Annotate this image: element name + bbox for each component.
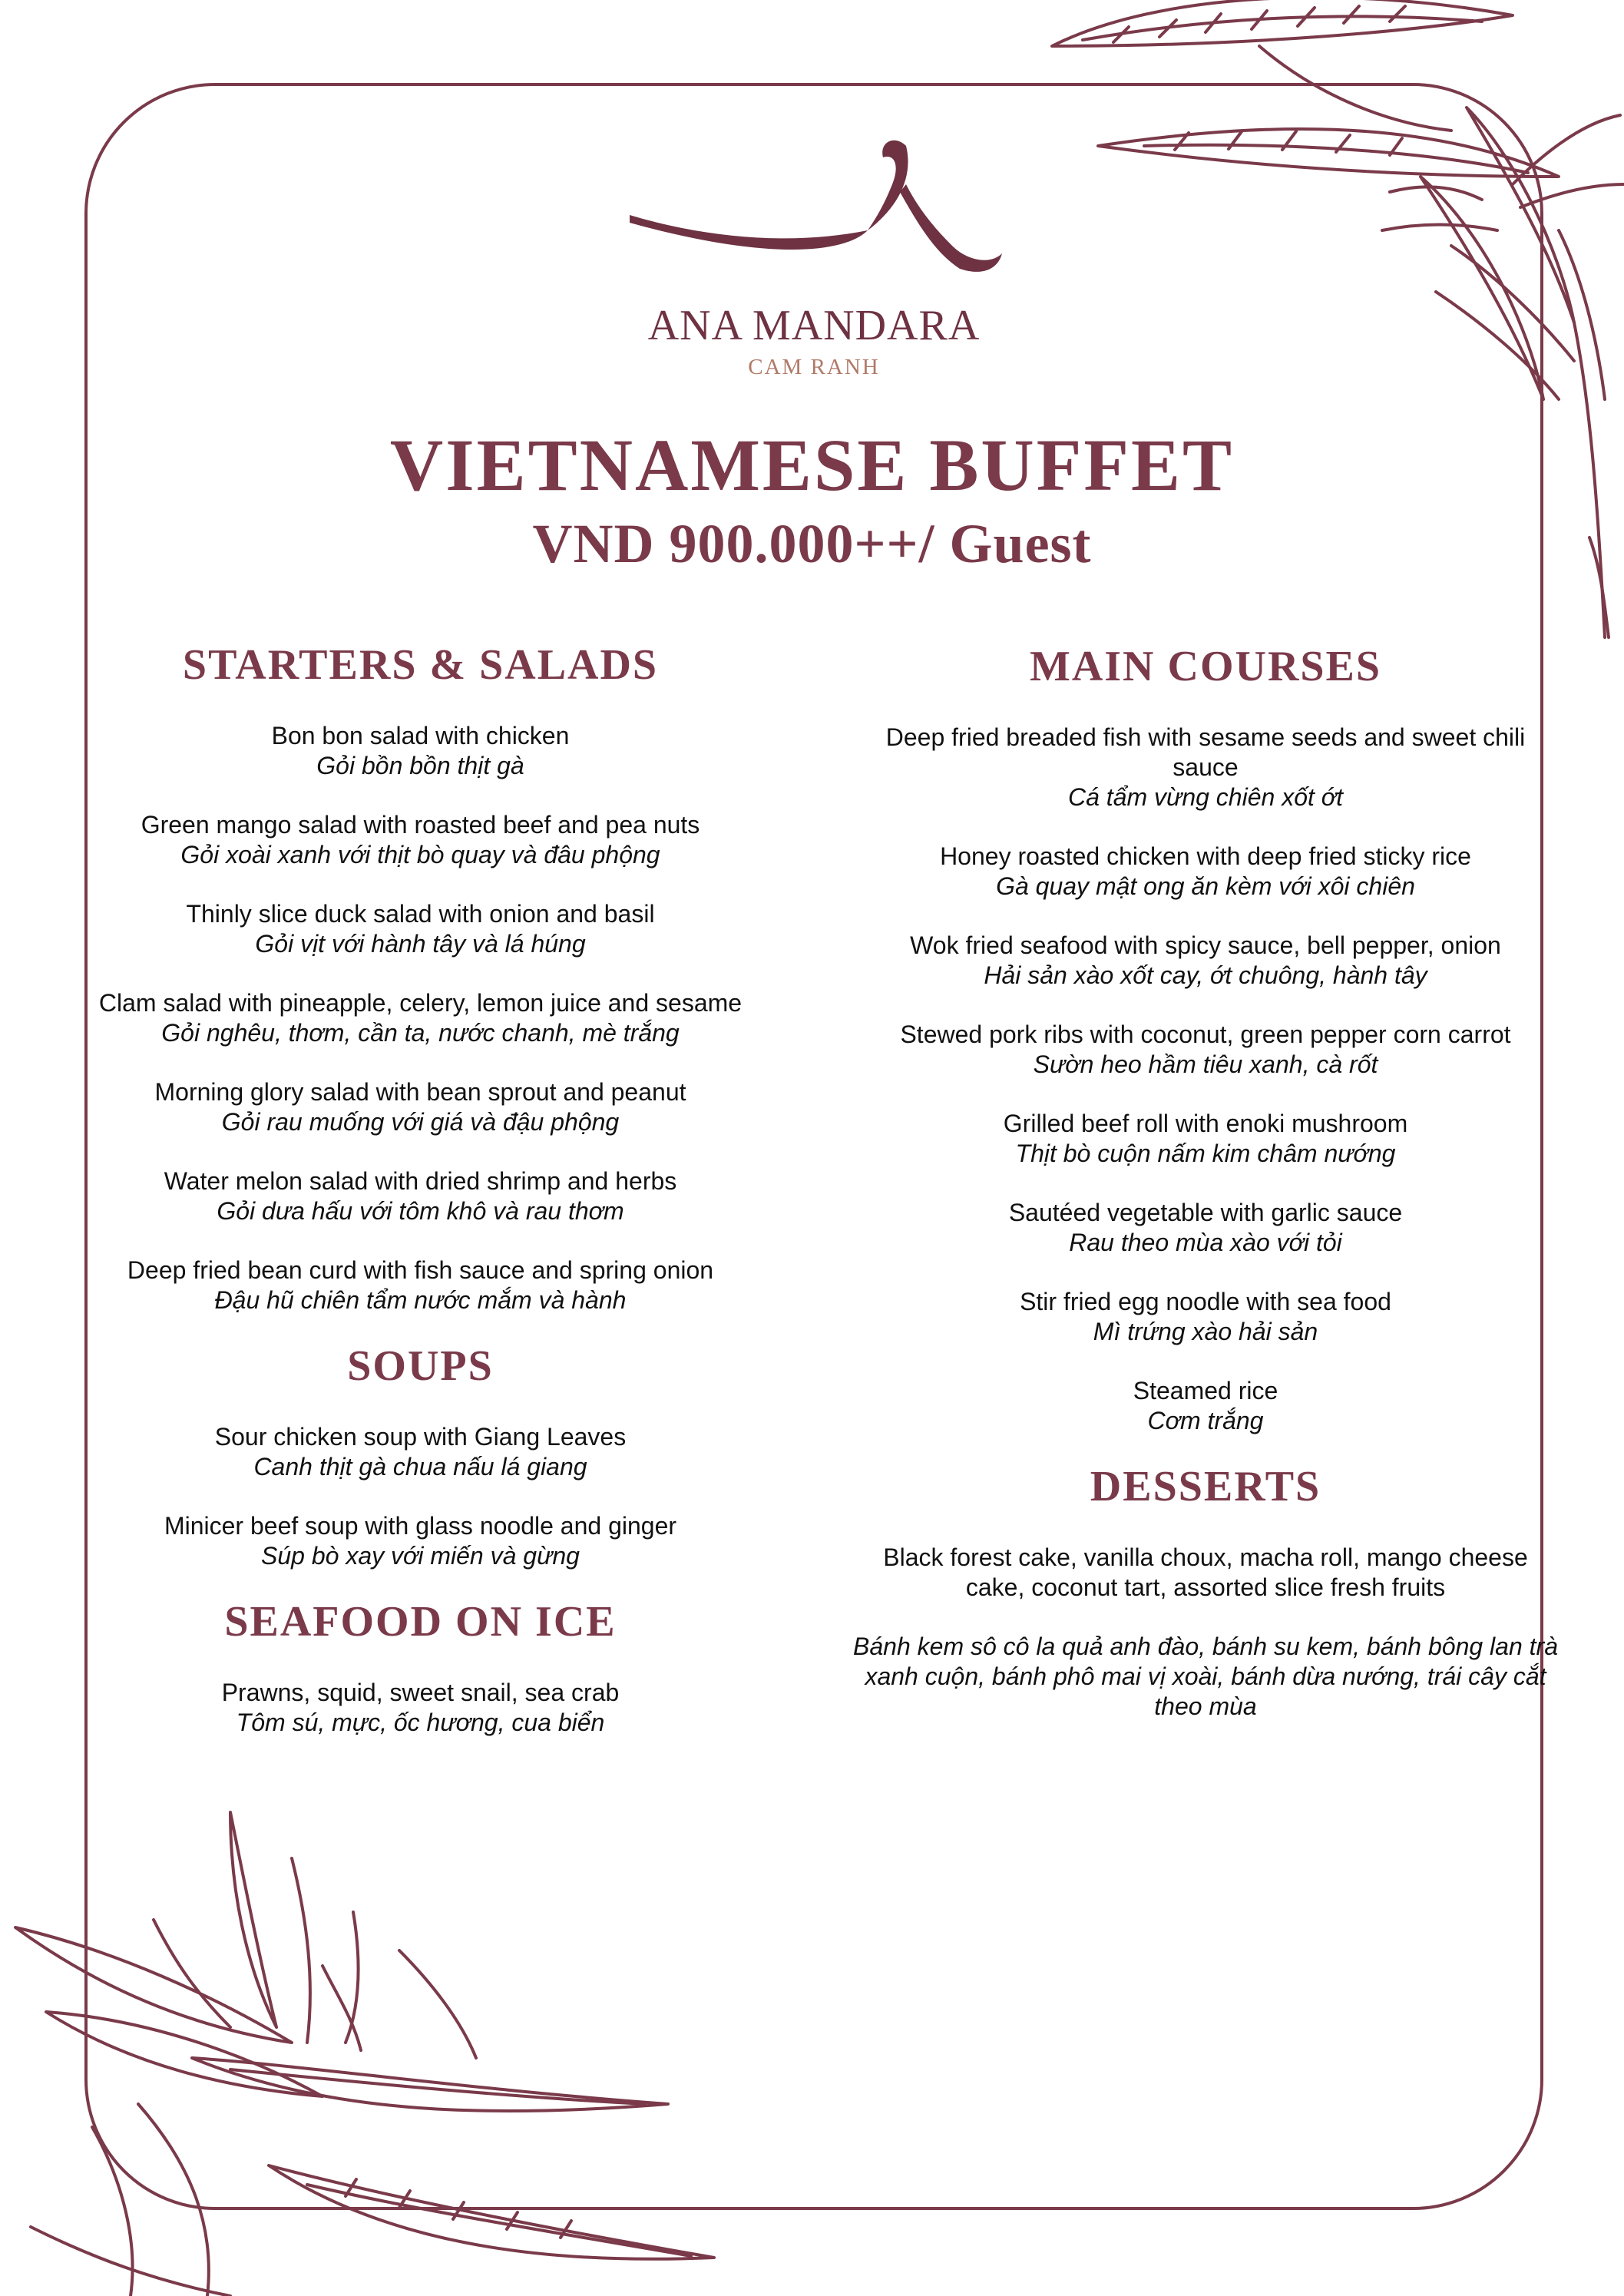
dish-name-vn: Thịt bò cuộn nấm kim châm nướng (1015, 1140, 1396, 1167)
menu-item (852, 1287, 1559, 1347)
dish-name-vn: Gỏi bồn bồn thịt gà (316, 752, 524, 779)
menu-item (69, 1511, 772, 1571)
menu-item (69, 1256, 772, 1315)
dish-name-en: Steamed rice (1133, 1377, 1278, 1404)
dish-name-en: Honey roasted chicken with deep fried sticky rice (940, 842, 1471, 870)
menu-item (69, 988, 772, 1048)
dish-name-en: Stir fried egg noodle with sea food (1020, 1288, 1391, 1315)
right-column (852, 645, 1559, 1751)
section-main-courses (852, 645, 1559, 1436)
dish-name-vn: Gỏi dưa hấu với tôm khô và rau thơm (217, 1197, 624, 1225)
dish-name-vn: Rau theo mùa xào với tỏi (1069, 1229, 1342, 1256)
menu-price: VND 900.000++/ Guest (532, 513, 1092, 574)
menu-item (852, 1632, 1559, 1722)
menu-item (852, 1020, 1559, 1080)
menu-item (69, 1422, 772, 1482)
menu-item (69, 721, 772, 781)
menu-title: VIETNAMESE BUFFET (389, 424, 1235, 506)
dish-name-en: Minicer beef soup with glass noodle and ginger (164, 1512, 677, 1540)
dish-name-en: Sour chicken soup with Giang Leaves (214, 1423, 627, 1451)
dish-name-vn: Gà quay mật ong ăn kèm với xôi chiên (996, 872, 1415, 900)
dish-name-vn: Hải sản xào xốt cay, ớt chuông, hành tây (984, 961, 1427, 989)
dish-name-en: Grilled beef roll with enoki mushroom (1003, 1110, 1408, 1137)
dish-name-vn: Đậu hũ chiên tẩm nước mắm và hành (214, 1286, 627, 1314)
dish-name-en: Stewed pork ribs with coconut, green pepper corn carrot (900, 1021, 1511, 1048)
dish-name-vn: Gỏi nghêu, thơm, cần ta, nước chanh, mè trắng (161, 1019, 680, 1047)
menu-item (852, 1543, 1559, 1603)
menu-item (69, 1077, 772, 1137)
section-desserts (852, 1465, 1559, 1722)
menu-item (69, 1678, 772, 1738)
dessert-list-vn: Bánh kem sô cô la quả anh đào, bánh su kem, bánh bông lan trà xanh cuộn, bánh phô mai vị xoài, bánh dừa nướng, trái cây cắt theo mùa (853, 1633, 1558, 1720)
brand-name: ANA MANDARA (647, 302, 981, 349)
section-heading: STARTERS & SALADS (182, 641, 659, 689)
dish-name-en: Deep fried breaded fish with sesame seeds and sweet chili sauce (885, 723, 1526, 781)
brand-logo (568, 123, 1060, 379)
menu-item (69, 810, 772, 870)
dish-name-en: Deep fried bean curd with fish sauce and spring onion (127, 1256, 714, 1284)
dish-name-vn: Canh thịt gà chua nấu lá giang (253, 1453, 587, 1480)
menu-item (852, 1198, 1559, 1258)
dessert-list-en: Black forest cake, vanilla choux, macha roll, mango cheese cake, coconut tart, assorted slice fresh fruits (883, 1543, 1528, 1601)
dish-name-vn: Gỏi vịt với hành tây và lá húng (255, 930, 586, 958)
dish-name-en: Sautéed vegetable with garlic sauce (1008, 1199, 1403, 1226)
dish-name-en: Thinly slice duck salad with onion and basil (186, 900, 655, 928)
section-heading: SOUPS (347, 1342, 494, 1390)
menu-item (852, 842, 1559, 902)
dish-name-vn: Mì trứng xào hải sản (1093, 1318, 1318, 1345)
dish-name-en: Water melon salad with dried shrimp and herbs (164, 1167, 677, 1195)
dish-name-vn: Gỏi xoài xanh với thịt bò quay và đâu phộng (180, 841, 660, 868)
section-heading: DESSERTS (1090, 1463, 1321, 1510)
section-soups (69, 1342, 772, 1571)
dish-name-vn: Súp bò xay với miến và gừng (261, 1542, 580, 1570)
dish-name-en: Wok fried seafood with spicy sauce, bell pepper, onion (910, 931, 1501, 959)
menu-item (852, 931, 1559, 991)
dish-name-en: Clam salad with pineapple, celery, lemon juice and sesame (98, 989, 743, 1017)
dish-name-en: Prawns, squid, sweet snail, sea crab (221, 1679, 620, 1706)
menu-item (852, 1109, 1559, 1169)
dish-name-en: Morning glory salad with bean sprout and peanut (154, 1078, 686, 1106)
brand-location: CAM RANH (748, 355, 880, 379)
dish-name-vn: Sườn heo hầm tiêu xanh, cà rốt (1033, 1050, 1378, 1078)
left-column (69, 643, 772, 1767)
menu-item (852, 1376, 1559, 1436)
menu-item (69, 1166, 772, 1226)
dish-name-en: Bon bon salad with chicken (271, 722, 570, 749)
dish-name-en: Green mango salad with roasted beef and pea nuts (141, 811, 700, 839)
dish-name-vn: Cơm trắng (1147, 1407, 1264, 1434)
dish-name-vn: Tôm sú, mực, ốc hương, cua biển (236, 1709, 605, 1736)
flower-bottom-left-illustration (0, 1766, 752, 2296)
menu-item (852, 723, 1559, 812)
section-heading: MAIN COURSES (1029, 643, 1382, 690)
section-starters-salads (69, 643, 772, 1315)
section-heading: SEAFOOD ON ICE (224, 1598, 617, 1646)
section-seafood-on-ice (69, 1600, 772, 1738)
dish-name-vn: Gỏi rau muống với giá và đậu phộng (221, 1108, 620, 1136)
dish-name-vn: Cá tẩm vừng chiên xốt ớt (1068, 783, 1343, 811)
menu-item (69, 899, 772, 959)
brand-mark-icon (614, 123, 1014, 299)
